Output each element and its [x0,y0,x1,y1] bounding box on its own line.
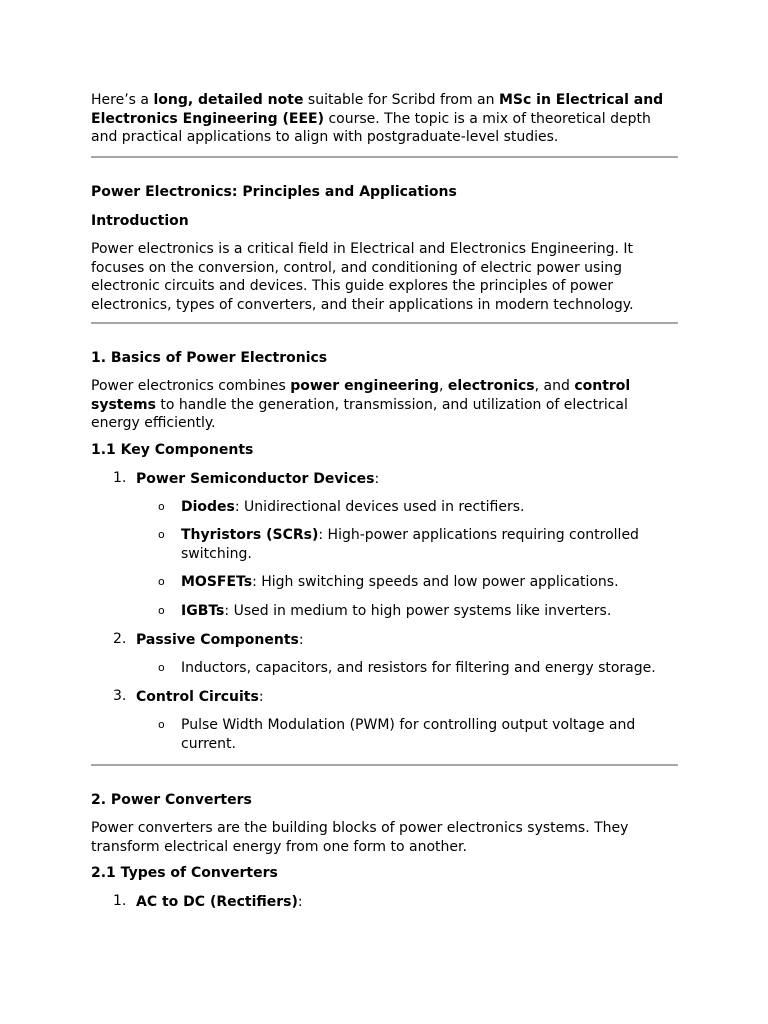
bullet-bold: IGBTs [181,603,225,619]
bullet-text [181,498,661,517]
list-item-suffix: : [297,894,303,910]
bullet-text [181,526,661,563]
bullet-desc: : High-power applications requiring controlled switching. [181,527,639,562]
intro-bold-1: long, detailed note [153,92,304,108]
introduction-paragraph: Power electronics is a critical field in Electrical and Electronics Engineering. It focuses on the conversion, control, and conditioning of electric power using electronic circuits and devices. This guide explores the principles of power electronics, types of converters, and their applications in modern technology. [91,241,634,313]
bullet-glyph: o [158,604,165,617]
list-item-suffix: : [374,471,380,487]
bullet-text [181,573,661,592]
list-item-label [136,893,681,912]
list-item-bold: AC to DC (Rectifiers) [136,894,298,910]
list-number: 2. [113,631,127,647]
bullet-glyph: o [158,575,165,588]
list-item-suffix: : [298,632,304,648]
intro-paragraph [91,91,681,147]
list-item-bold: Control Circuits [136,689,259,705]
list-item-bold: Passive Components [136,632,299,648]
list-number: 1. [113,470,127,486]
list-number: 1. [113,893,127,909]
horizontal-rule [91,764,678,766]
section-2-1-heading: 2.1 Types of Converters [91,865,278,881]
section-1-text-4: to handle the generation, transmission, and utilization of electrical energy efficiently. [91,396,628,431]
introduction-heading: Introduction [91,213,189,229]
document-title: Power Electronics: Principles and Applications [91,184,457,200]
section-1-text-1: Power electronics combines [91,378,291,394]
section-1-heading: 1. Basics of Power Electronics [91,350,328,366]
section-1-text-3: , and [534,378,575,394]
list-item-label [136,470,681,489]
intro-bold-2: MSc in Electrical and Electronics Engineering (EEE) [91,92,664,127]
bullet-desc: : High switching speeds and low power applications. [252,574,619,590]
horizontal-rule [91,156,678,158]
horizontal-rule [91,322,678,324]
bullet-glyph: o [158,500,165,513]
section-1-bold-3: control systems [91,378,631,413]
bullet-desc: : Unidirectional devices used in rectifiers. [234,499,525,515]
section-2-heading: 2. Power Converters [91,792,252,808]
bullet-text: Inductors, capacitors, and resistors for filtering and energy storage. [181,660,656,676]
bullet-text: Pulse Width Modulation (PWM) for controlling output voltage and current. [181,717,636,752]
list-item-label [136,631,681,650]
list-item-bold: Power Semiconductor Devices [136,471,375,487]
bullet-bold: Diodes [181,499,235,515]
bullet-bold: MOSFETs [181,574,253,590]
section-1-paragraph [91,377,681,433]
list-item-label [136,688,681,707]
list-item-suffix: : [258,689,264,705]
bullet-glyph: o [158,718,165,731]
bullet-desc: : Used in medium to high power systems like inverters. [224,603,612,619]
bullet-glyph: o [158,661,165,674]
section-2-paragraph: Power converters are the building blocks of power electronics systems. They transform electrical energy from one form to another. [91,820,629,855]
intro-text-2: suitable for Scribd from an [303,92,499,108]
section-1-bold-2: electronics [447,378,535,394]
list-number: 3. [113,688,127,704]
section-1-bold-1: power engineering [290,378,439,394]
intro-text-3: course. The topic is a mix of theoretical depth and practical applications to align with postgraduate-level studies. [91,110,651,145]
bullet-glyph: o [158,528,165,541]
bullet-bold: Thyristors (SCRs) [181,527,319,543]
section-1-text-2: , [439,378,448,394]
intro-text-1: Here’s a [91,92,154,108]
bullet-text [181,602,661,621]
section-1-1-heading: 1.1 Key Components [91,442,254,458]
